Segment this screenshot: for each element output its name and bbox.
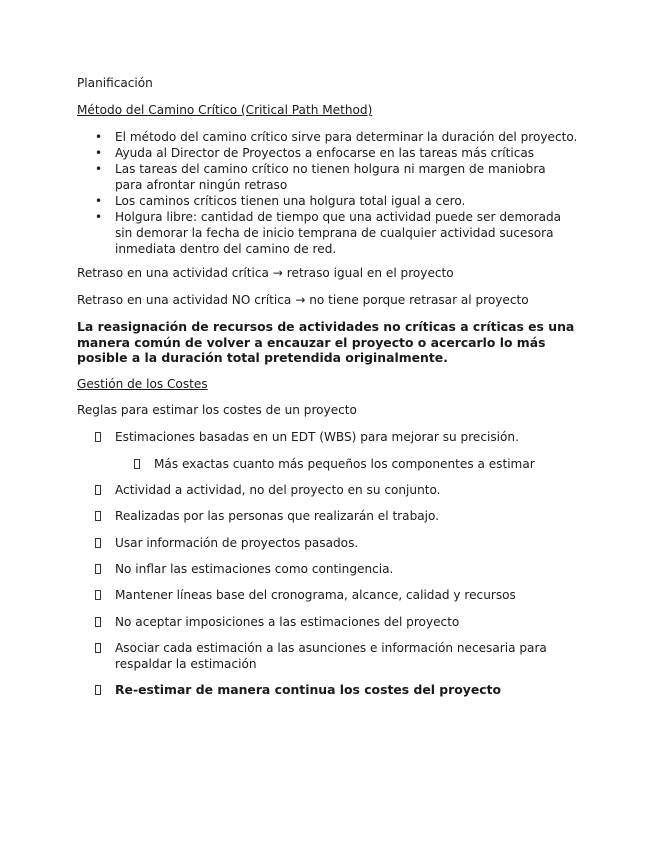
square-bullet-icon [95, 561, 101, 577]
bold-note: La reasignación de recursos de actividades no críticas a críticas es una manera común de volver a encauzar el proyecto o acercarlo lo más posible a la duración total pretendida originalmente. [77, 319, 575, 365]
delay-noncritical-text: Retraso en una actividad NO crítica [77, 293, 292, 307]
list-item: Mantener líneas base del cronograma, alcance, calidad y recursos [115, 588, 516, 602]
square-bullet-icon [95, 429, 101, 445]
square-bullet-icon [95, 508, 101, 524]
arrow-right-icon: → [295, 293, 306, 307]
list-item: Realizadas por las personas que realizarán el trabajo. [115, 509, 440, 523]
delay-critical-line [77, 265, 454, 281]
delay-critical-text: Retraso en una actividad crítica [77, 266, 269, 280]
heading-planificacion: Planificación [77, 76, 153, 90]
square-bullet-icon [95, 587, 101, 603]
square-bullet-icon [95, 614, 101, 630]
list-item: Estimaciones basadas en un EDT (WBS) para mejorar su precisión. [115, 430, 519, 444]
square-bullet-icon [134, 456, 140, 472]
list-item: Asociar cada estimación a las asunciones e información necesaria para respaldar la estimación [115, 641, 547, 671]
delay-noncritical-line [77, 292, 529, 308]
delay-noncritical-result: no tiene porque retrasar al proyecto [309, 293, 529, 307]
list-item: Más exactas cuanto más pequeños los componentes a estimar [154, 457, 535, 471]
list-item: Actividad a actividad, no del proyecto en su conjunto. [115, 483, 441, 497]
list-item: No inflar las estimaciones como contingencia. [115, 562, 394, 576]
list-item: • Las tareas del camino crítico no tienen holgura ni margen de maniobra para afrontar ningún retraso [77, 161, 587, 193]
arrow-right-icon: → [272, 266, 283, 280]
list-item: • Los caminos críticos tienen una holgura total igual a cero. [77, 193, 587, 209]
cpm-title: Método del Camino Crítico (Critical Path Method) [77, 103, 373, 117]
list-item: Usar información de proyectos pasados. [115, 536, 359, 550]
square-bullet-icon [95, 482, 101, 498]
square-bullet-icon [95, 535, 101, 551]
costs-title: Gestión de los Costes [77, 377, 208, 391]
list-item: • Ayuda al Director de Proyectos a enfocarse en las tareas más críticas [77, 145, 587, 161]
delay-critical-result: retraso igual en el proyecto [286, 266, 454, 280]
square-bullet-icon [95, 640, 101, 656]
costs-intro: Reglas para estimar los costes de un proyecto [77, 403, 357, 417]
list-item: No aceptar imposiciones a las estimaciones del proyecto [115, 615, 460, 629]
list-item: Re-estimar de manera continua los costes del proyecto [115, 682, 502, 697]
cpm-bullet-list [77, 129, 587, 257]
list-item: • El método del camino crítico sirve para determinar la duración del proyecto. [77, 129, 587, 145]
square-bullet-icon [95, 682, 101, 698]
list-item: • Holgura libre: cantidad de tiempo que una actividad puede ser demorada sin demorar la fecha de inicio temprana de cualquier actividad sucesora inmediata dentro del camino de red. [77, 209, 587, 257]
